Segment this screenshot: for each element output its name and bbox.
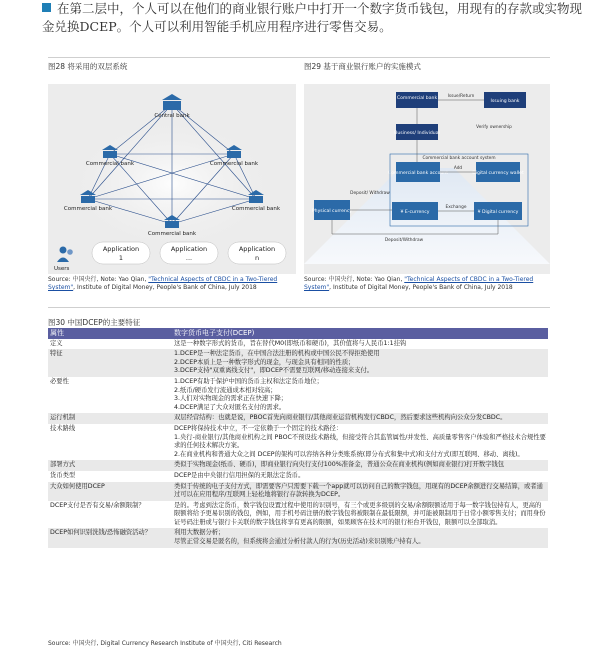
central-bank-icon [162,94,182,110]
users-icon [57,247,73,263]
users-label: Users [54,266,70,272]
table-row: 必要性 1.DCEP有助于保护中国的货币主权和法定货币地位； 2.纸币/硬币发行流通成本相对较高； 3.人们对实物现金的需求正在快速下降； 4.DCEP满足了大众对匿名支付的需求。 [50,377,323,411]
app-1-line1: Application [102,245,140,253]
fig29-exchange: Exchange [445,205,467,210]
intro-text: 在第二层中，个人可以在他们的商业银行账户中打开一个数字货币钱包，用现有的存款或实物现金兑换DCEP。个人可以利用智能手机应用程序进行零售交易。 [42,1,583,34]
fig29-deposit-withdraw: Deposit/Withdraw [384,238,424,243]
fig29-verify: Verify ownership [476,125,512,130]
central-bank-label: Central bank [154,113,190,119]
commercial-bank-label: Commercial bank [85,161,135,167]
fig29-add: Add [453,166,463,171]
fig29-business-individual: Business/ Individual [394,131,440,136]
fig29-commercial-bank-line: Commercial bank [396,96,438,101]
top-rule [48,57,550,58]
table-row: DCEP如何识别洗钱/恐怖融资活动？ 利用大数据分析； 尽管正常交易是匿名的，但系统将会通过分析付款人的行为(历史活动)来识别账户持有人。 [48,528,548,547]
bullet-square-icon [42,3,51,12]
fig29-source: Source: 中国央行, Note: Yao Qian, "Technical Aspects of CBDC in a Two-Tiered System", Institute of Digital Money, People's Bank of China, July 2018 [304,276,534,291]
table-row: 货币类型 DCEP是由中央银行信用担保的无限法定货币。 [50,471,305,479]
fig29-dc-wallet: Digital currency wallet [472,171,524,176]
table30-title: 图30 中国DCEP的主要特征 [48,318,141,327]
app-2-line1: Application [170,245,208,253]
table-row: 部署方式 类似于实物现金(纸币、硬币)，即商业银行向央行支付100%准备金，普通公众在商业机构(例如商业银行)打开数字钱包 [48,460,548,471]
mid-rule [48,307,550,308]
fig28-svg [48,84,296,274]
fig29-issue-return: Issue/Return [447,94,475,99]
table-row: 特征 1.DCEP是一种法定货币，在中国合法注册的机构或中国公民不得拒绝使用 2.DCEP本质上是一种数字形式的现金，与现金具有相同的性质； 3.DCEP支持"双重离线支付"，即DCEP不需要互联网/移动连接来支付。 [48,349,548,377]
intro-paragraph [42,0,582,36]
fig29-diagram [304,84,550,274]
col-dcep: 数字货币电子支付(DCEP) [172,328,548,339]
table30-source: Source: 中国央行, Digital Currency Research Institute of 中国央行, Citi Research [48,640,282,647]
app-n-line1: Application [238,245,276,253]
fig29-issuing-bank: Issuing bank [490,99,520,104]
commercial-bank-label: Commercial bank [209,161,259,167]
fig29-physical-currency: Physical currency [311,209,353,214]
fig29-digital-currency: ¥ Digital currency [477,210,519,215]
table-row: 技术路线 DCEP将保持技术中立，不一定依赖于一个固定的技术路径： 1.央行-商业银行/其他商业机构之间 PBOC不预设技术路线，但接受符合其监管属性/并发性、高质量零售客户体验和严格技术合规性要求的任何技术解决方案。 2.在商业机构和普通大众之间 DCEP的架构可以容纳各种分类账系统(即分布式和集中式)和支付方式(即互联网、移动、离线)。 [50,424,546,458]
fig29-cb-account: Commercial bank account [388,171,448,176]
app-2-line2: ... [185,254,193,262]
commercial-bank-label: Commercial bank [231,206,281,212]
table-row: DCEP支付是否有交易/余额限制？ 是的。考虑到法定货币，数字钱包设置过程中使用的识别号，有三个或更多级别的交易/余额限额适用于每一数字钱包持有人，更高的限额将给予更易识别的钱包，例如，用手机号码注册的数字钱包将被限制在最低限额，并可能被限制用于日常小额零售支付；而用身份证号码注册或与银行卡关联的数字钱包将享有更高的限额，如果顾客在技术可的银行柜台开钱包，限额可以全部取消。 [50,501,546,526]
app-n-line2: n [254,254,260,262]
fig29-e-currency: ¥ E-currency [400,210,430,215]
fig28-diagram [48,84,296,274]
table-row: 运行机制 双层经营结构：也就是说，PBOC首先向商业银行/其他商业运营机构发行CBDC，然后要求这些机构向公众分发CBDC。 [48,413,548,424]
app-1-line2: 1 [118,254,124,262]
table-header-row [48,328,548,339]
dcep-features-table [48,328,548,548]
fig29-deposit: Deposit/ Withdraw [350,191,390,196]
commercial-bank-label: Commercial bank [63,206,113,212]
fig29-account-system: Commercial bank account system [422,156,496,161]
fig29-title: 图29 基于商业银行账户的实施模式 [304,62,421,71]
col-attribute: 属性 [48,328,172,339]
fig29-source-link[interactable]: "Technical Aspects of CBDC in a Two-Tiered System" [304,276,534,291]
fig28-title: 图28 将采用的双层系统 [48,62,128,71]
commercial-bank-label: Commercial bank [147,231,197,237]
fig28-source-link[interactable]: "Technical Aspects of CBDC in a Two-Tiered System" [48,276,278,291]
table-row: 大众如何使用DCEP 类似于传统的电子支付方式，即需要客户只需要下载一个app就可以访问自己的数字钱包，用现有的DCEP余额进行交易结算，或者通过可以在应用程序/互联网上轻松地将银行存款转换为DCEP。 [48,482,548,501]
fig28-source: Source: 中国央行, Note: Yao Qian, "Technical Aspects of CBDC in a Two-Tiered System", Institute of Digital Money, People's Bank of China, July 2018 [48,276,278,291]
table-row: 定义 这是一种数字形式的货币，旨在替代M0(即纸币和硬币)，其价值将与人民币1:1挂钩 [50,339,407,347]
fig29-svg [304,84,550,274]
